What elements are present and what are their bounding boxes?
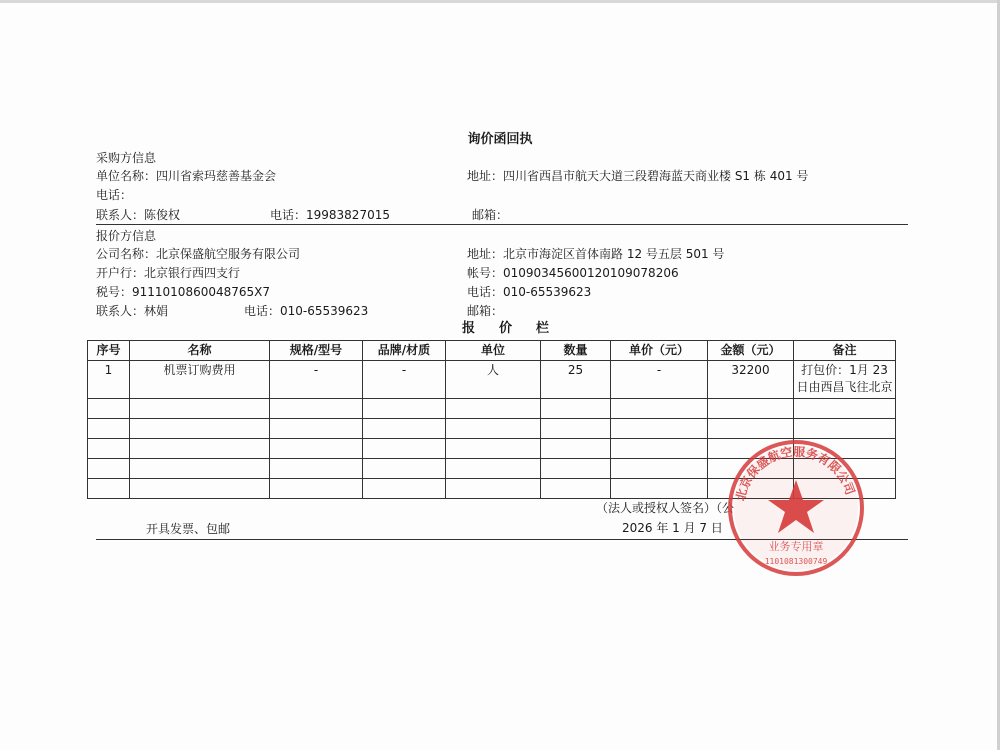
supplier-email: 邮箱： xyxy=(467,304,504,318)
table-header-row xyxy=(88,341,896,361)
buyer-unit-name: 单位名称：四川省索玛慈善基金会 xyxy=(96,169,277,183)
quote-section-label: 报价栏 xyxy=(462,321,574,336)
cell-remark: 打包价：1月 23 日由西昌飞往北京 xyxy=(794,361,896,399)
svg-text:北京保盛航空服务有限公司: 北京保盛航空服务有限公司 xyxy=(733,444,858,503)
header-spec: 规格/型号 xyxy=(270,341,363,361)
header-unit-price: 单价（元） xyxy=(611,341,708,361)
cell-unit: 人 xyxy=(446,361,541,399)
buyer-contact: 联系人：陈俊权 xyxy=(96,208,181,222)
footer-note: 开具发票、包邮 xyxy=(146,522,231,536)
supplier-company: 公司名称：北京保盛航空服务有限公司 xyxy=(96,247,301,261)
table-row xyxy=(88,361,896,399)
divider-line xyxy=(96,224,908,225)
buyer-address: 地址：四川省西昌市航天大道三段碧海蓝天商业楼 S1 栋 401 号 xyxy=(467,169,809,183)
header-amount: 金额（元） xyxy=(708,341,794,361)
cell-amount: 32200 xyxy=(708,361,794,399)
document-title: 询价函回执 xyxy=(467,132,533,147)
scan-edge-top xyxy=(0,0,1000,3)
header-index: 序号 xyxy=(88,341,130,361)
svg-text:1101081300749: 1101081300749 xyxy=(764,557,828,566)
supplier-tax: 税号：9111010860048765X7 xyxy=(96,285,271,299)
supplier-phone: 电话：010-65539623 xyxy=(467,285,592,299)
header-remark: 备注 xyxy=(794,341,896,361)
header-brand: 品牌/材质 xyxy=(363,341,446,361)
buyer-contact-phone: 电话：19983827015 xyxy=(270,208,390,222)
table-row-empty xyxy=(88,399,896,419)
header-quantity: 数量 xyxy=(541,341,611,361)
buyer-phone-label: 电话： xyxy=(96,188,133,202)
signature-label: （法人或授权人签名）（公 xyxy=(596,501,735,515)
cell-brand: - xyxy=(363,361,446,399)
cell-name: 机票订购费用 xyxy=(130,361,270,399)
supplier-contact-phone: 电话：010-65539623 xyxy=(244,304,369,318)
cell-spec: - xyxy=(270,361,363,399)
buyer-section-label: 采购方信息 xyxy=(96,151,157,165)
company-seal-icon xyxy=(726,438,866,578)
sign-date: 2026 年 1 月 7 日 xyxy=(622,521,723,535)
supplier-contact: 联系人：林娟 xyxy=(96,304,169,318)
supplier-section-label: 报价方信息 xyxy=(96,229,157,243)
supplier-address: 地址：北京市海淀区首体南路 12 号五层 501 号 xyxy=(467,247,725,261)
table-row-empty xyxy=(88,419,896,439)
cell-quantity: 25 xyxy=(541,361,611,399)
header-unit: 单位 xyxy=(446,341,541,361)
supplier-account: 帐号：01090345600120109078206 xyxy=(467,266,679,280)
svg-text:业务专用章: 业务专用章 xyxy=(768,540,824,553)
supplier-bank: 开户行：北京银行西四支行 xyxy=(96,266,241,280)
buyer-email: 邮箱： xyxy=(472,208,509,222)
cell-index: 1 xyxy=(88,361,130,399)
header-name: 名称 xyxy=(130,341,270,361)
cell-unit-price: - xyxy=(611,361,708,399)
